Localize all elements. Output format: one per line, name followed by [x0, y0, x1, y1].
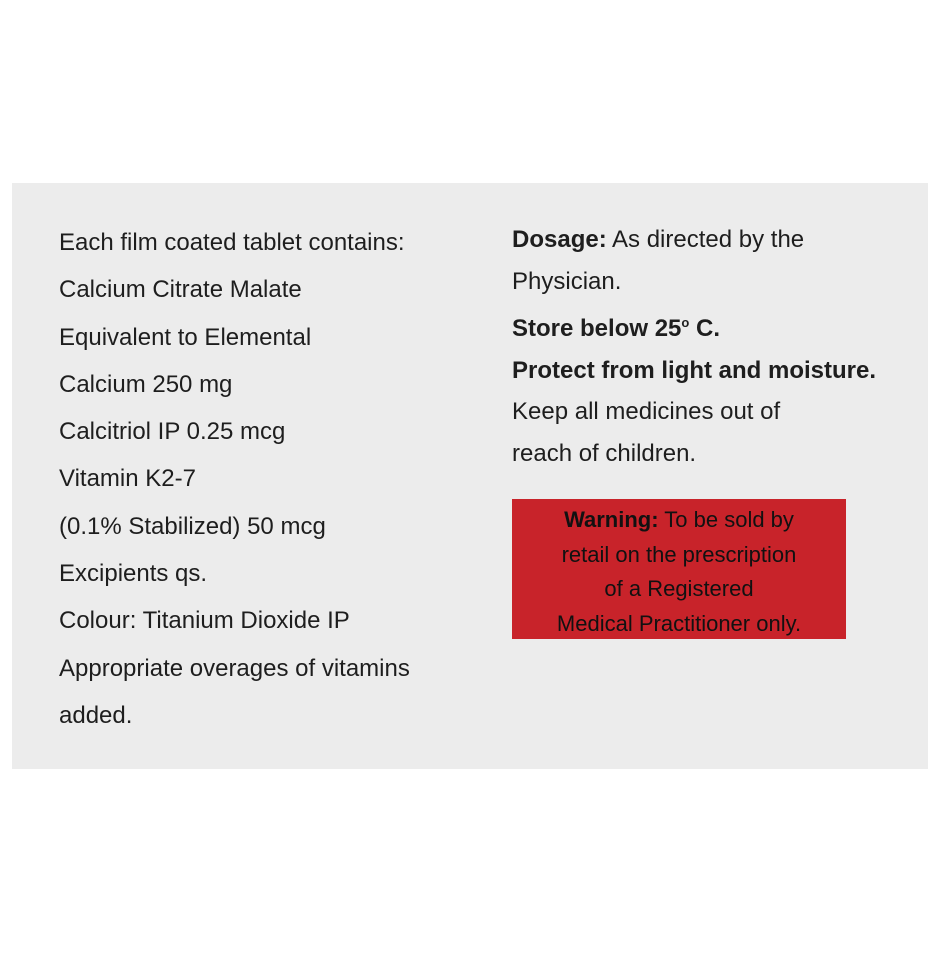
composition-line-stabilized: (0.1% Stabilized) 50 mcg — [59, 512, 326, 540]
composition-line-heading: Each film coated tablet contains: — [59, 229, 405, 256]
warning-text-1: To be sold by — [658, 507, 794, 532]
instructions-section — [512, 219, 912, 474]
storage-text: Store below 25 — [512, 315, 682, 342]
dosage-text: As directed by the — [606, 226, 805, 253]
warning-line-2: retail on the prescription — [561, 541, 797, 567]
warning-line-3: of a Registered — [604, 576, 754, 601]
dosage-label: Dosage: — [512, 226, 607, 253]
composition-line-calcium-citrate: Calcium Citrate Malate — [59, 276, 302, 304]
composition-line-calcium-amount: Calcium 250 mg — [59, 370, 233, 398]
medicine-label-card — [12, 183, 928, 769]
dosage-line-2: Physician. — [512, 267, 622, 295]
composition-line-overages: Appropriate overages of vitamins — [59, 654, 410, 682]
warning-line-4: Medical Practitioner only. — [556, 610, 802, 636]
protect-line: Protect from light and moisture. — [512, 356, 877, 384]
keep-line-2: reach of children. — [512, 439, 697, 467]
composition-line-added: added. — [59, 701, 133, 729]
composition-line-colour: Colour: Titanium Dioxide IP — [59, 607, 350, 635]
warning-box — [512, 499, 846, 639]
storage-unit: C. — [689, 315, 721, 342]
warning-line-1 — [512, 503, 846, 538]
storage-line — [512, 302, 912, 350]
dosage-line — [512, 219, 912, 261]
composition-line-vitamin-k2: Vitamin K2-7 — [59, 465, 196, 493]
composition-line-equivalent: Equivalent to Elemental — [59, 323, 312, 351]
keep-line-1: Keep all medicines out of — [512, 398, 781, 425]
composition-section — [59, 219, 479, 739]
degree-symbol: o — [681, 315, 690, 330]
composition-line-excipients: Excipients qs. — [59, 560, 208, 588]
warning-label: Warning: — [564, 507, 659, 532]
composition-line-calcitriol: Calcitriol IP 0.25 mcg — [59, 418, 286, 446]
